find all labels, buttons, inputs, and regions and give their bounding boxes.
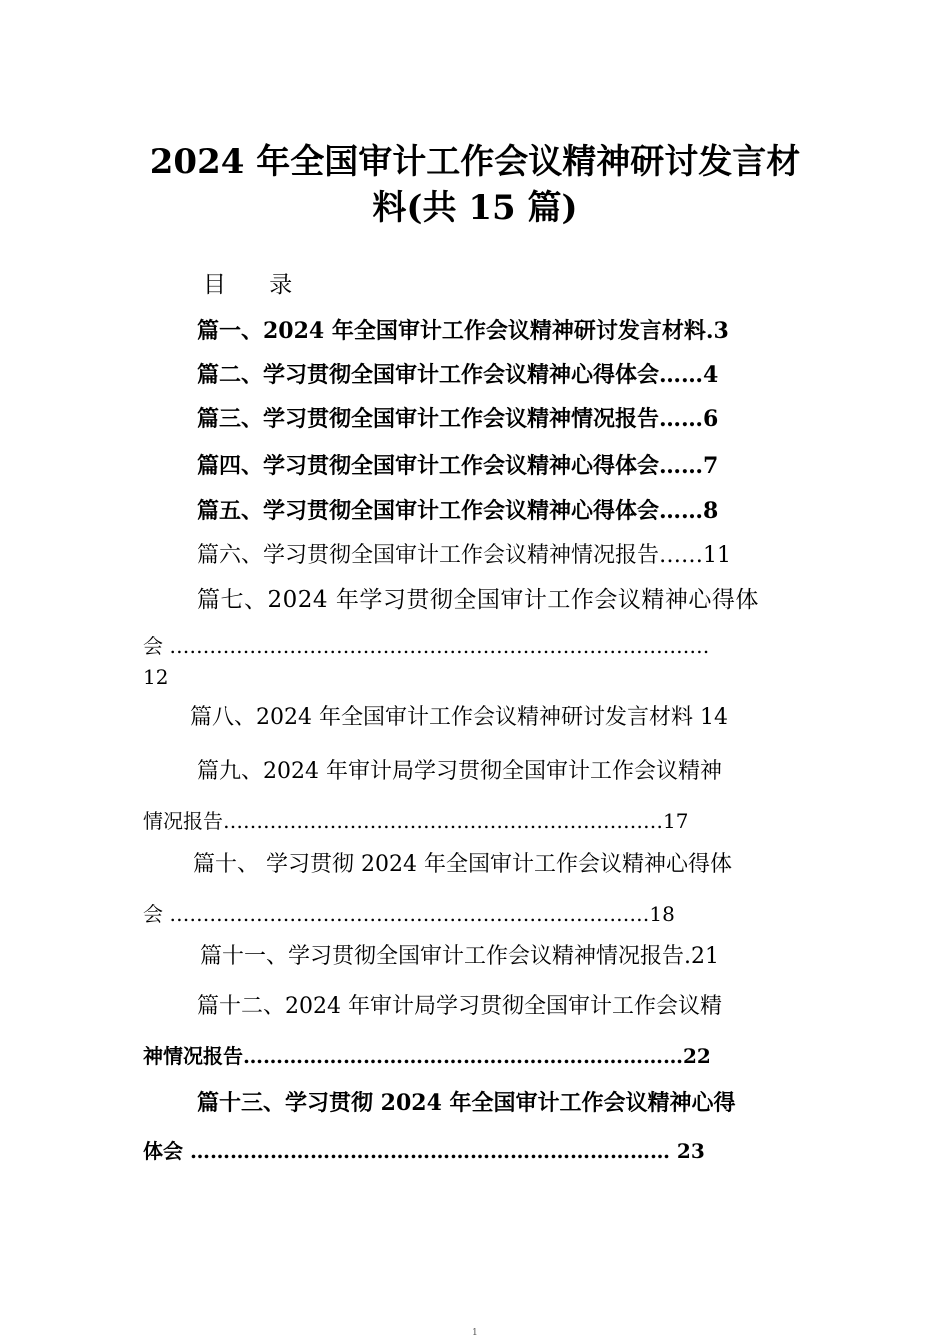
toc-entry-11[interactable]: 篇十一、学习贯彻全国审计工作会议精神情况报告.21 <box>200 944 719 969</box>
toc-entry-2[interactable]: 篇二、学习贯彻全国审计工作会议精神心得体会……4 <box>197 362 719 388</box>
toc-entry-8[interactable]: 篇八、2024 年全国审计工作会议精神研讨发言材料 14 <box>190 705 728 730</box>
toc-entry-6[interactable]: 篇六、学习贯彻全国审计工作会议精神情况报告……11 <box>197 543 731 568</box>
toc-entry-7-page[interactable]: 12 <box>143 665 169 689</box>
toc-entry-10-line-2[interactable]: 会 ………………………………………………………………18 <box>143 902 675 926</box>
toc-entry-1[interactable]: 篇一、2024 年全国审计工作会议精神研讨发言材料.3 <box>197 318 729 344</box>
toc-entry-9-line-2[interactable]: 情况报告…………………………………………………………17 <box>143 809 689 833</box>
toc-heading: 目 录 <box>203 272 311 298</box>
document-title-line-2: 料(共 15 篇) <box>372 188 578 228</box>
toc-entry-7-line-1[interactable]: 篇七、2024 年学习贯彻全国审计工作会议精神心得体 <box>197 587 759 613</box>
toc-entry-13-line-1[interactable]: 篇十三、学习贯彻 2024 年全国审计工作会议精神心得 <box>197 1090 736 1116</box>
toc-entry-3[interactable]: 篇三、学习贯彻全国审计工作会议精神情况报告……6 <box>197 406 719 432</box>
toc-entry-12-line-2[interactable]: 神情况报告…………………………………………………………22 <box>143 1044 711 1068</box>
toc-entry-12-line-1[interactable]: 篇十二、2024 年审计局学习贯彻全国审计工作会议精 <box>197 994 722 1019</box>
page-number: 1 <box>472 1328 478 1338</box>
toc-entry-5[interactable]: 篇五、学习贯彻全国审计工作会议精神心得体会……8 <box>197 498 719 524</box>
toc-entry-13-line-2[interactable]: 体会 ……………………………………………………………… 23 <box>143 1139 705 1163</box>
toc-entry-10-line-1[interactable]: 篇十、 学习贯彻 2024 年全国审计工作会议精神心得体 <box>193 852 732 877</box>
toc-entry-9-line-1[interactable]: 篇九、2024 年审计局学习贯彻全国审计工作会议精神 <box>197 759 722 784</box>
toc-entry-4[interactable]: 篇四、学习贯彻全国审计工作会议精神心得体会……7 <box>197 453 719 479</box>
toc-entry-7-line-2[interactable]: 会 ……………………………………………………………………… <box>143 634 710 658</box>
document-title-line-1: 2024 年全国审计工作会议精神研讨发言材 <box>149 142 801 182</box>
